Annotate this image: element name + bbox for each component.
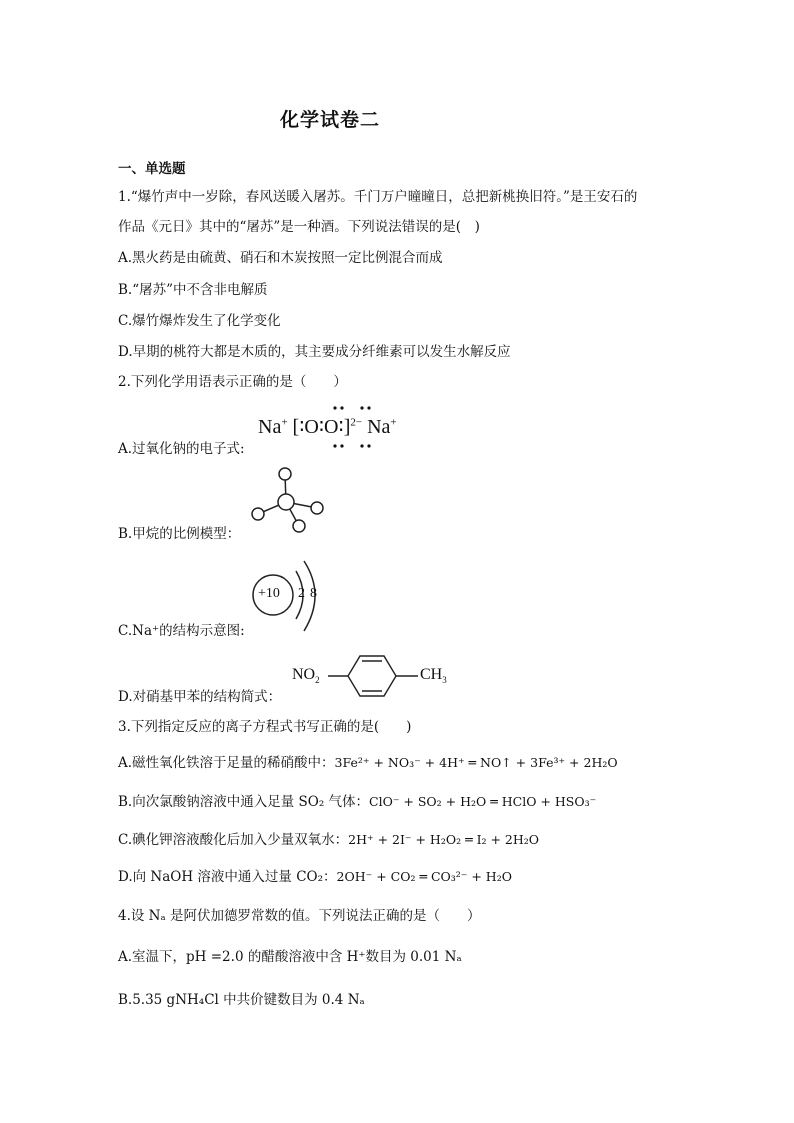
q2-option-d: D.对硝基甲苯的结构简式： <box>118 689 282 705</box>
p-nitrotoluene-structure <box>290 650 470 698</box>
na-right: Na <box>367 416 391 438</box>
q3-option-c: C.碘化钾溶液酸化后加入少量双氧水：2H⁺ + 2I⁻ + H₂O₂ ═ I₂ + 2H₂O <box>118 832 540 848</box>
q4-option-b: B.5.35 gNH₄Cl 中共价键数目为 0.4 Nₐ <box>118 992 365 1008</box>
q2-option-a: A.过氧化钠的电子式: <box>118 441 245 457</box>
sodium-peroxide-electron-formula <box>258 402 468 452</box>
q2-option-c: C.Na⁺的结构示意图: <box>118 623 245 639</box>
shell-2-count: 8 <box>310 586 317 601</box>
q3-stem: 3.下列指定反应的离子方程式书写正确的是( ) <box>118 719 412 735</box>
q4-option-a: A.室温下，pH =2.0 的醋酸溶液中含 H⁺数目为 0.01 Nₐ <box>118 949 462 965</box>
nucleus-charge: +10 <box>258 586 280 601</box>
methyl-group: $CH_3$ <box>420 666 447 686</box>
carbon-atom <box>278 494 294 510</box>
q3-option-a: A.磁性氧化铁溶于足量的稀硝酸中：3Fe²⁺ + NO₃⁻ + 4H⁺ ═ NO↑ + 3Fe³⁺ + 2H₂O <box>118 755 618 771</box>
q1-option-d: D.早期的桃符大都是木质的，其主要成分纤维素可以发生水解反应 <box>118 344 511 360</box>
section-heading: 一、单选题 <box>118 161 186 177</box>
hydrogen-atom-2 <box>252 508 264 520</box>
benzene-ring <box>348 656 396 696</box>
q4-stem: 4.设 Nₐ 是阿伏加德罗常数的值。下列说法正确的是（ ） <box>118 908 481 924</box>
shell-1-count: 2 <box>298 586 305 601</box>
nitro-group: $NO_2$ <box>292 666 320 686</box>
q1-option-c: C.爆竹爆炸发生了化学变化 <box>118 313 281 329</box>
q1-option-a: A.黑火药是由硫黄、硝石和木炭按照一定比例混合而成 <box>118 250 443 266</box>
sodium-ion-diagram <box>246 553 336 638</box>
na-left-charge: + <box>281 416 288 429</box>
hydrogen-atom-1 <box>279 468 291 480</box>
peroxide-charge: 2− <box>350 416 363 429</box>
page-title: 化学试卷二 <box>279 109 380 131</box>
q1-stem-line1: 1.“爆竹声中一岁除，春风送暖入屠苏。千门万户曈曈日，总把新桃换旧符。”是王安石的 <box>118 189 638 205</box>
methane-model-figure <box>243 462 328 547</box>
q2-option-b: B.甲烷的比例模型： <box>118 526 241 542</box>
na-right-charge: + <box>390 416 397 429</box>
q1-option-b: B.“屠苏”中不含非电解质 <box>118 282 268 298</box>
hydrogen-atom-4 <box>293 520 305 532</box>
q3-option-d: D.向 NaOH 溶液中通入过量 CO₂：2OH⁻ + CO₂ ═ CO₃²⁻ + H₂O <box>118 869 512 885</box>
na-left: Na <box>258 416 282 438</box>
hydrogen-atom-3 <box>311 502 323 514</box>
q1-stem-line2: 作品《元日》其中的“屠苏”是一种酒。下列说法错误的是( ) <box>118 219 480 235</box>
peroxide-ion: [∶O∶O∶] <box>292 416 351 438</box>
q3-option-b: B.向次氯酸钠溶液中通入足量 SO₂ 气体：ClO⁻ + SO₂ + H₂O ═ HClO + HSO₃⁻ <box>118 794 597 810</box>
q2-stem: 2.下列化学用语表示正确的是（ ） <box>118 374 347 390</box>
